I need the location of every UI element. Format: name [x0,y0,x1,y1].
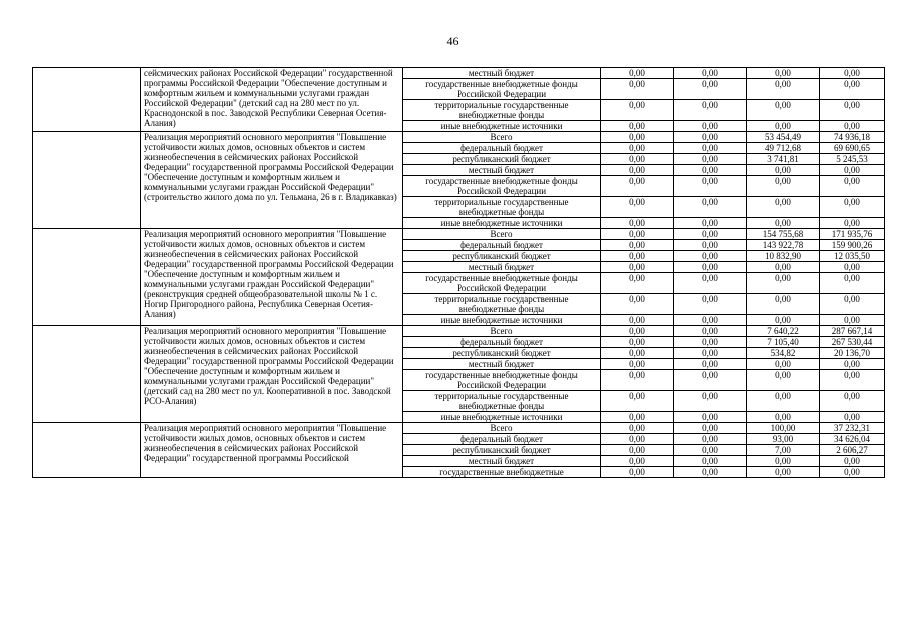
value-col-4: 287 667,14 [820,326,885,337]
funding-source: местный бюджет [403,165,601,176]
funding-source: государственные внебюджетные фонды Российской Федерации [403,176,601,197]
funding-source: местный бюджет [403,359,601,370]
value-col-1: 0,00 [601,445,674,456]
value-col-1: 0,00 [601,294,674,315]
value-col-4: 0,00 [820,467,885,478]
value-col-3: 0,00 [747,218,820,229]
row-number-cell [33,68,141,132]
value-col-2: 0,00 [674,467,747,478]
value-col-1: 0,00 [601,348,674,359]
value-col-4: 0,00 [820,412,885,423]
value-col-4: 267 530,44 [820,337,885,348]
page-number: 46 [446,34,459,48]
value-col-2: 0,00 [674,68,747,79]
value-col-3: 0,00 [747,456,820,467]
value-col-4: 0,00 [820,176,885,197]
value-col-1: 0,00 [601,176,674,197]
value-col-4: 0,00 [820,391,885,412]
value-col-1: 0,00 [601,467,674,478]
value-col-1: 0,00 [601,218,674,229]
funding-source: иные внебюджетные источники [403,315,601,326]
value-col-3: 0,00 [747,391,820,412]
row-number-cell [33,423,141,478]
funding-source: территориальные государственные внебюджетные фонды [403,391,601,412]
value-col-1: 0,00 [601,165,674,176]
value-col-2: 0,00 [674,326,747,337]
funding-source: Всего [403,326,601,337]
value-col-1: 0,00 [601,229,674,240]
value-col-3: 93,00 [747,434,820,445]
value-col-3: 0,00 [747,262,820,273]
value-col-1: 0,00 [601,68,674,79]
value-col-1: 0,00 [601,456,674,467]
value-col-2: 0,00 [674,370,747,391]
funding-source: иные внебюджетные источники [403,218,601,229]
funding-source: местный бюджет [403,262,601,273]
value-col-1: 0,00 [601,251,674,262]
funding-source: территориальные государственные внебюджетные фонды [403,197,601,218]
row-number-cell [33,132,141,229]
value-col-1: 0,00 [601,315,674,326]
value-col-2: 0,00 [674,294,747,315]
value-col-3: 534,82 [747,348,820,359]
value-col-4: 37 232,31 [820,423,885,434]
value-col-2: 0,00 [674,359,747,370]
value-col-3: 0,00 [747,79,820,100]
value-col-2: 0,00 [674,434,747,445]
value-col-4: 0,00 [820,197,885,218]
value-col-2: 0,00 [674,218,747,229]
value-col-4: 0,00 [820,273,885,294]
value-col-4: 0,00 [820,294,885,315]
funding-source: государственные внебюджетные фонды Российской Федерации [403,273,601,294]
funding-source: государственные внебюджетные фонды Российской Федерации [403,370,601,391]
row-number-cell [33,326,141,423]
funding-source: местный бюджет [403,68,601,79]
value-col-3: 0,00 [747,165,820,176]
value-col-3: 0,00 [747,467,820,478]
value-col-2: 0,00 [674,456,747,467]
value-col-3: 0,00 [747,68,820,79]
value-col-1: 0,00 [601,143,674,154]
value-col-2: 0,00 [674,337,747,348]
value-col-2: 0,00 [674,240,747,251]
value-col-1: 0,00 [601,370,674,391]
funding-source: Всего [403,423,601,434]
value-col-4: 5 245,53 [820,154,885,165]
value-col-4: 0,00 [820,315,885,326]
value-col-2: 0,00 [674,315,747,326]
value-col-1: 0,00 [601,197,674,218]
value-col-4: 0,00 [820,79,885,100]
funding-source: республиканский бюджет [403,348,601,359]
activity-description: сейсмических районах Российской Федерации" государственной программы Российской Федерации "Обеспечение доступным и комфортным жильем и коммунальными услугами граждан Российской Федерации" (детский сад на 280 мест по ул. Краснодонской в пос. Заводской Республики Северная Осетия-Алания) [141,68,403,132]
value-col-3: 0,00 [747,121,820,132]
funding-source: республиканский бюджет [403,154,601,165]
value-col-2: 0,00 [674,423,747,434]
value-col-4: 171 935,76 [820,229,885,240]
value-col-3: 154 755,68 [747,229,820,240]
value-col-3: 100,00 [747,423,820,434]
funding-source: государственные внебюджетные фонды Российской Федерации [403,79,601,100]
value-col-3: 0,00 [747,315,820,326]
funding-source: федеральный бюджет [403,434,601,445]
value-col-2: 0,00 [674,262,747,273]
value-col-3: 0,00 [747,197,820,218]
funding-source: Всего [403,132,601,143]
value-col-1: 0,00 [601,423,674,434]
value-col-1: 0,00 [601,337,674,348]
table-row [33,423,885,434]
value-col-3: 143 922,78 [747,240,820,251]
table-row [33,326,885,337]
value-col-3: 0,00 [747,273,820,294]
funding-source: территориальные государственные внебюджетные фонды [403,100,601,121]
value-col-1: 0,00 [601,154,674,165]
funding-source: республиканский бюджет [403,445,601,456]
funding-source: Всего [403,229,601,240]
funding-source: федеральный бюджет [403,240,601,251]
value-col-2: 0,00 [674,251,747,262]
value-col-2: 0,00 [674,197,747,218]
funding-source: иные внебюджетные источники [403,412,601,423]
value-col-1: 0,00 [601,359,674,370]
value-col-4: 20 136,70 [820,348,885,359]
value-col-2: 0,00 [674,229,747,240]
value-col-3: 0,00 [747,359,820,370]
value-col-4: 0,00 [820,100,885,121]
activity-description: Реализация мероприятий основного мероприятия "Повышение устойчивости жилых домов, основных объектов и систем жизнеобеспечения в сейсмических районах Российской Федерации" государственной программы Российской Федерации "Обеспечение доступным и комфортным жильем и коммунальными услугами граждан Российской Федерации" (строительство жилого дома по ул. Тельмана, 26 в г. Владикавказ) [141,132,403,229]
value-col-3: 7 640,22 [747,326,820,337]
value-col-3: 0,00 [747,412,820,423]
funding-source: территориальные государственные внебюджетные фонды [403,294,601,315]
value-col-2: 0,00 [674,100,747,121]
value-col-2: 0,00 [674,121,747,132]
funding-source: иные внебюджетные источники [403,121,601,132]
funding-source: федеральный бюджет [403,337,601,348]
value-col-2: 0,00 [674,348,747,359]
value-col-1: 0,00 [601,240,674,251]
value-col-3: 10 832,90 [747,251,820,262]
value-col-3: 0,00 [747,370,820,391]
value-col-4: 69 690,65 [820,143,885,154]
value-col-1: 0,00 [601,121,674,132]
value-col-1: 0,00 [601,100,674,121]
value-col-2: 0,00 [674,165,747,176]
funding-source: федеральный бюджет [403,143,601,154]
value-col-4: 34 626,04 [820,434,885,445]
value-col-3: 0,00 [747,100,820,121]
value-col-2: 0,00 [674,273,747,294]
value-col-4: 0,00 [820,359,885,370]
funding-source: местный бюджет [403,456,601,467]
value-col-2: 0,00 [674,154,747,165]
value-col-1: 0,00 [601,132,674,143]
value-col-1: 0,00 [601,79,674,100]
value-col-3: 0,00 [747,294,820,315]
table-row [33,229,885,240]
value-col-4: 0,00 [820,370,885,391]
value-col-3: 7 105,40 [747,337,820,348]
row-number-cell [33,229,141,326]
value-col-4: 12 035,50 [820,251,885,262]
value-col-1: 0,00 [601,412,674,423]
value-col-4: 0,00 [820,68,885,79]
value-col-3: 53 454,49 [747,132,820,143]
value-col-2: 0,00 [674,143,747,154]
value-col-2: 0,00 [674,412,747,423]
value-col-4: 74 936,18 [820,132,885,143]
value-col-1: 0,00 [601,262,674,273]
activity-description: Реализация мероприятий основного мероприятия "Повышение устойчивости жилых домов, основных объектов и систем жизнеобеспечения в сейсмических районах Российской Федерации" государственной программы Российской [141,423,403,478]
value-col-2: 0,00 [674,79,747,100]
value-col-3: 0,00 [747,176,820,197]
value-col-3: 7,00 [747,445,820,456]
funding-source: государственные внебюджетные [403,467,601,478]
value-col-4: 0,00 [820,456,885,467]
table-row [33,68,885,79]
funding-source: республиканский бюджет [403,251,601,262]
value-col-3: 49 712,68 [747,143,820,154]
value-col-3: 3 741,81 [747,154,820,165]
activity-description: Реализация мероприятий основного мероприятия "Повышение устойчивости жилых домов, основных объектов и систем жизнеобеспечения в сейсмических районах Российской Федерации" государственной программы Российской Федерации "Обеспечение доступным и комфортным жильем и коммунальными услугами граждан Российской Федерации" (детский сад на 280 мест по ул. Кооперативной в пос. Заводской РСО-Алания) [141,326,403,423]
value-col-4: 0,00 [820,262,885,273]
value-col-4: 159 900,26 [820,240,885,251]
value-col-1: 0,00 [601,326,674,337]
value-col-2: 0,00 [674,391,747,412]
value-col-1: 0,00 [601,434,674,445]
budget-table [32,67,885,478]
value-col-4: 0,00 [820,218,885,229]
value-col-4: 0,00 [820,121,885,132]
value-col-4: 2 606,27 [820,445,885,456]
value-col-2: 0,00 [674,132,747,143]
value-col-1: 0,00 [601,273,674,294]
value-col-2: 0,00 [674,176,747,197]
value-col-4: 0,00 [820,165,885,176]
table-row [33,132,885,143]
value-col-2: 0,00 [674,445,747,456]
activity-description: Реализация мероприятий основного мероприятия "Повышение устойчивости жилых домов, основных объектов и систем жизнеобеспечения в сейсмических районах Российской Федерации" государственной программы Российской Федерации "Обеспечение доступным и комфортным жильем и коммунальными услугами граждан Российской Федерации" (реконструкция средней общеобразовательной школы № 1 с. Ногир Пригородного района, Республика Северная Осетия-Алания) [141,229,403,326]
value-col-1: 0,00 [601,391,674,412]
